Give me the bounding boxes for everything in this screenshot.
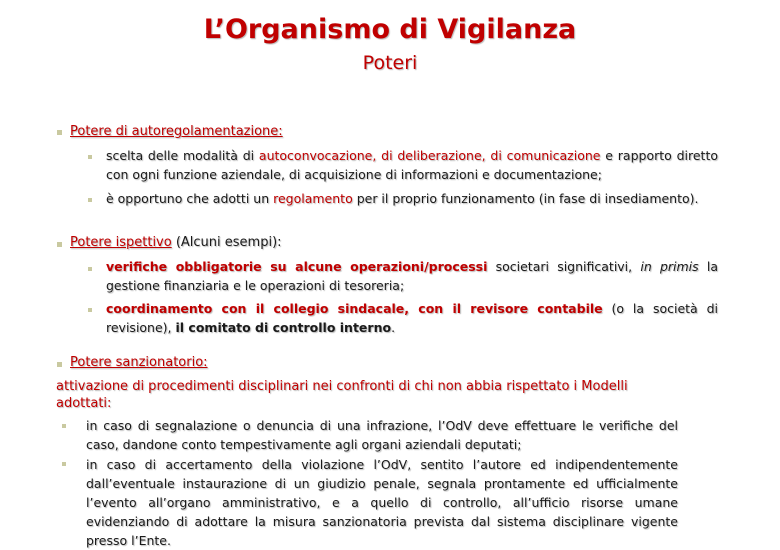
square-bullet-icon xyxy=(88,267,92,271)
section-intro: attivazione di procedimenti disciplinari nei confronti di chi non abbia rispettato i Modelli adottati: xyxy=(56,379,628,411)
square-bullet-icon xyxy=(88,155,92,159)
list-item: in caso di accertamento della violazione l’OdV, sentito l’autore ed indipendentemente dall’eventuale instaurazione di un giudizio penale, segnala prontamente ed ufficialmente l’evento all’organo amministrativo, e a quello di controllo, all’ufficio risorse umane evidenziando di adottare la misura sanzionatoria prevista dal sistema disciplinare vigente presso l’Ente. xyxy=(86,457,678,548)
square-bullet-icon xyxy=(57,362,62,367)
square-bullet-icon xyxy=(62,462,66,466)
section-header-sanzionatorio: Potere sanzionatorio: xyxy=(70,355,208,370)
square-bullet-icon xyxy=(88,198,92,202)
list-item: in caso di segnalazione o denuncia di una infrazione, l’OdV deve effettuare le verifiche del caso, dandone conto tempestivamente agli organi aziendali deputati; xyxy=(86,418,678,452)
list-item: è opportuno che adotti un regolamento per il proprio funzionamento (in fase di insediamento). xyxy=(106,191,699,206)
square-bullet-icon xyxy=(88,308,92,312)
list-item: verifiche obbligatorie su alcune operazioni/processi societari significativi, in primis la gestione finanziaria e le operazioni di tesoreria; xyxy=(106,259,718,293)
page-title: L’Organismo di Vigilanza xyxy=(203,14,577,45)
section-header-autoregolamentazione: Potere di autoregolamentazione: xyxy=(70,124,283,139)
square-bullet-icon xyxy=(62,424,66,428)
page-subtitle: Poteri xyxy=(362,52,418,74)
section-header-ispettivo: Potere ispettivo (Alcuni esempi): xyxy=(70,235,282,250)
square-bullet-icon xyxy=(57,242,62,247)
list-item: scelta delle modalità di autoconvocazione, di deliberazione, di comunicazione e rapporto diretto con ogni funzione aziendale, di acquisizione di informazioni e documentazione; xyxy=(106,148,718,182)
square-bullet-icon xyxy=(57,130,62,135)
list-item: coordinamento con il collegio sindacale, con il revisore contabile (o la società di revisione), il comitato di controllo interno. xyxy=(106,301,718,335)
